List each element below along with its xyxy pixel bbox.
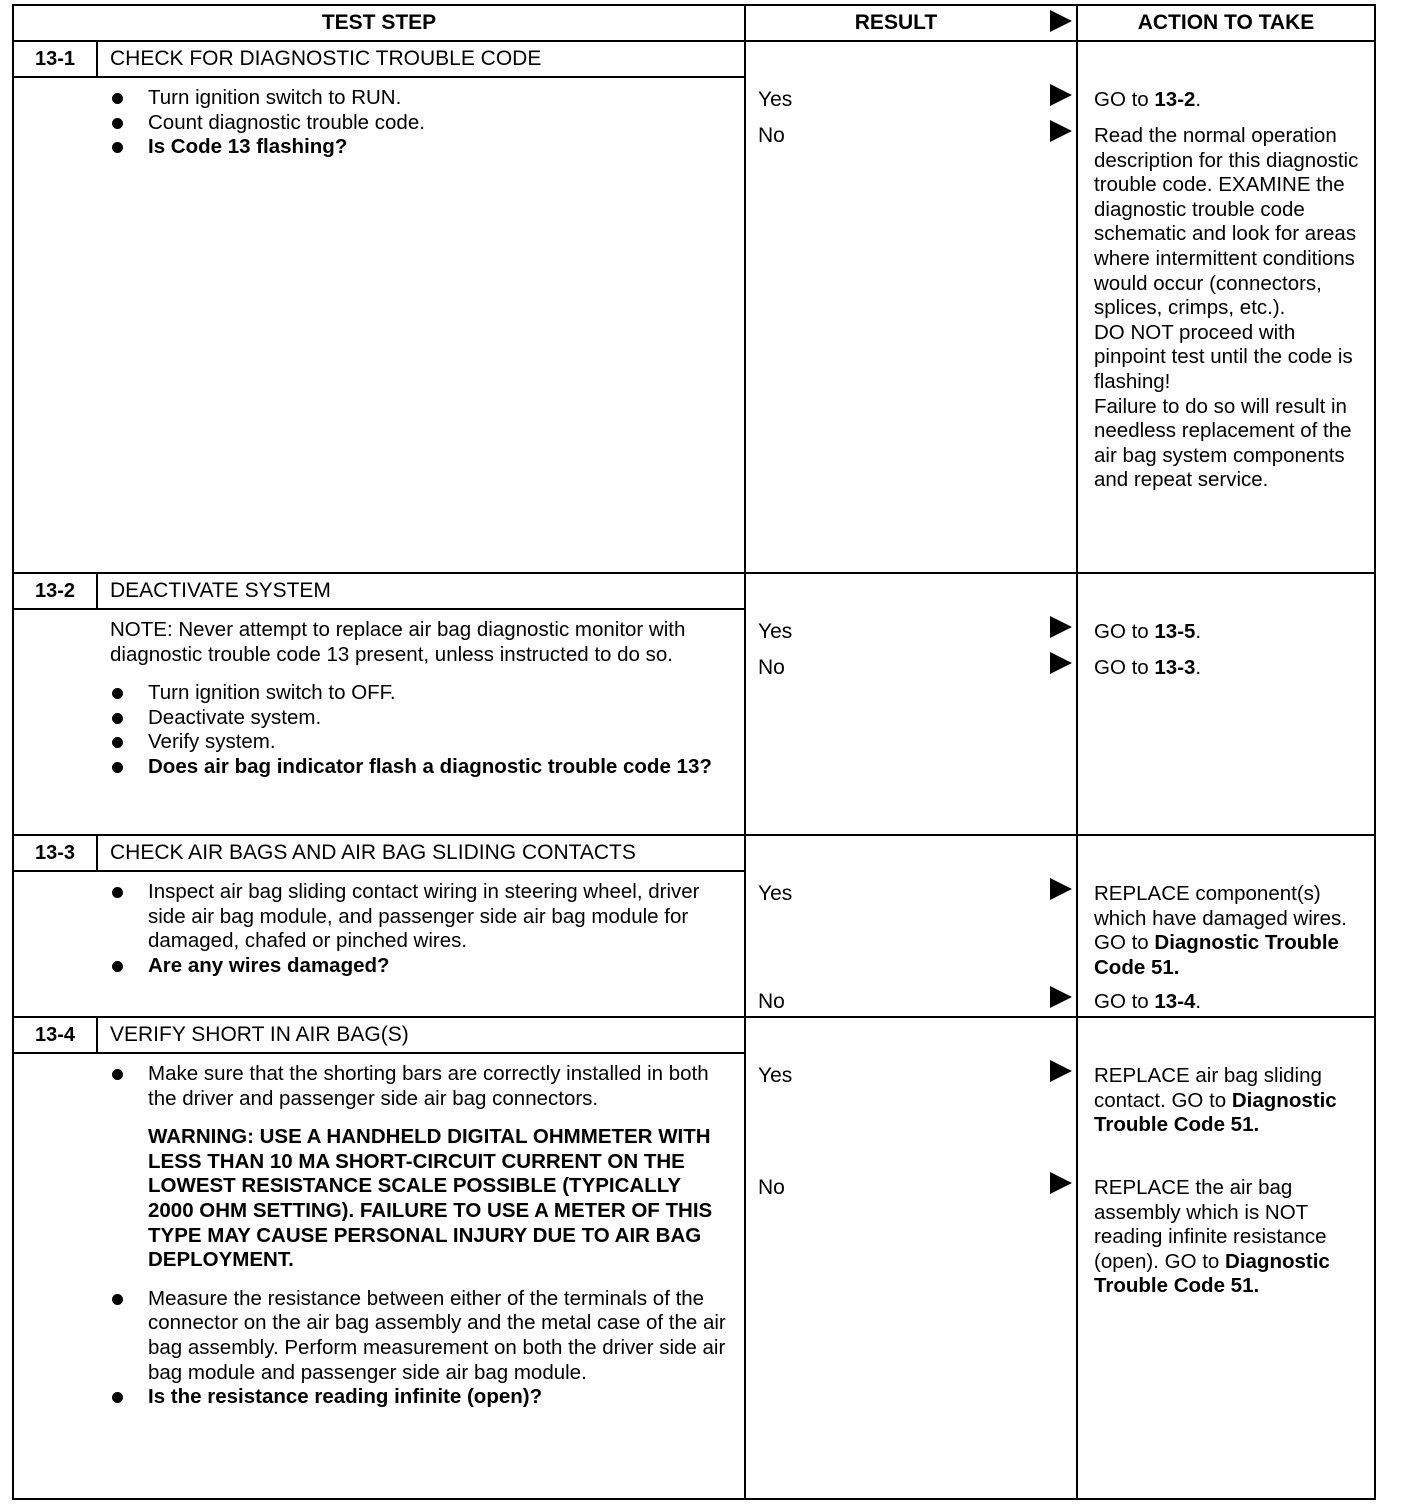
step-row-13-4 — [14, 1016, 1374, 1498]
action-text: Read the normal operation description for this diagnostic trouble code. EXAMINE the diagnostic trouble code schematic and look for areas where intermittent conditions would occur (connectors, splices, crimps, etc.). — [1094, 124, 1359, 320]
code-reference[interactable]: Diagnostic Trouble Code 51 — [1094, 1249, 1330, 1298]
step-reference[interactable]: 13-4 — [1154, 990, 1196, 1013]
arrow-icon — [1050, 120, 1072, 142]
arrow-icon — [1050, 652, 1072, 674]
result-yes: Yes — [758, 620, 793, 643]
action-text: DO NOT proceed with pinpoint test until the code is flashing! — [1094, 320, 1353, 393]
result-yes: Yes — [758, 1064, 793, 1087]
arrow-icon — [1050, 878, 1072, 900]
code-reference[interactable]: Diagnostic Trouble Code 51 — [1094, 931, 1339, 979]
step-reference[interactable]: 13-5 — [1154, 620, 1196, 643]
bullet-item: Make sure that the shorting bars are correctly installed in both the driver and passenger side air bag connectors. — [110, 1062, 730, 1111]
header-action: ACTION TO TAKE — [1137, 11, 1315, 34]
step-instructions — [110, 86, 730, 160]
bullet-item: Turn ignition switch to OFF. — [110, 681, 730, 706]
step-instructions — [110, 880, 730, 978]
arrow-icon — [1050, 616, 1072, 638]
header-arrow-icon — [1050, 10, 1072, 32]
step-title: DEACTIVATE SYSTEM — [110, 579, 331, 602]
bullet-question: Is Code 13 flashing? — [110, 135, 730, 160]
arrow-icon — [1050, 84, 1072, 106]
step-header — [14, 836, 746, 872]
bullet-item: Inspect air bag sliding contact wiring in steering wheel, driver side air bag module, and passenger side air bag module for damaged, chafed or pinched wires. — [110, 880, 730, 954]
diagnostic-test-table — [12, 4, 1376, 1500]
action-text: Failure to do so will result in needless replacement of the air bag system components and repeat service. — [1094, 394, 1352, 492]
result-no: No — [758, 124, 785, 147]
bullet-item: Deactivate system. — [110, 706, 730, 731]
step-reference[interactable]: 13-2 — [1154, 88, 1196, 111]
step-row-13-3 — [14, 834, 1374, 1016]
action-no — [1094, 124, 1370, 493]
bullet-question: Are any wires damaged? — [110, 954, 730, 979]
bullet-item: Verify system. — [110, 730, 730, 755]
step-instructions — [110, 1062, 730, 1410]
step-number: 13-4 — [14, 1018, 98, 1052]
result-yes: Yes — [758, 882, 793, 905]
bullet-question: Does air bag indicator flash a diagnostic trouble code 13? — [110, 755, 730, 780]
result-no: No — [758, 656, 785, 679]
step-title: CHECK AIR BAGS AND AIR BAG SLIDING CONTACTS — [110, 841, 636, 864]
step-row-13-2 — [14, 572, 1374, 834]
note-text: NOTE: Never attempt to replace air bag diagnostic monitor with diagnostic trouble code 13 present, unless instructed to do so. — [110, 618, 686, 666]
result-no: No — [758, 1176, 785, 1199]
action-yes: GO to 13-5. — [1094, 620, 1202, 643]
bullet-item: Measure the resistance between either of the terminals of the connector on the air bag assembly and the metal case of the air bag assembly. Perform measurement on both the driver side air bag module and passenger side air bag module. — [110, 1287, 730, 1385]
step-reference[interactable]: 13-3 — [1154, 656, 1196, 679]
header-result: RESULT — [854, 11, 938, 34]
arrow-icon — [1050, 1172, 1072, 1194]
step-instructions — [110, 618, 730, 780]
step-number: 13-3 — [14, 836, 98, 870]
bullet-question: Is the resistance reading infinite (open)? — [110, 1385, 730, 1410]
result-no: No — [758, 990, 785, 1013]
bullet-item: Count diagnostic trouble code. — [110, 111, 730, 136]
step-row-13-1 — [14, 42, 1374, 572]
action-no: GO to 13-4. — [1094, 990, 1202, 1013]
arrow-icon — [1050, 1060, 1072, 1082]
step-number: 13-1 — [14, 42, 98, 76]
step-number: 13-2 — [14, 574, 98, 608]
action-yes: REPLACE air bag sliding contact. GO to Diagnostic Trouble Code 51. — [1094, 1064, 1337, 1137]
warning-text: WARNING: USE A HANDHELD DIGITAL OHMMETER WITH LESS THAN 10 MA SHORT-CIRCUIT CURRENT ON THE LOWEST RESISTANCE SCALE POSSIBLE (TYPICALLY 2000 OHM SETTING). FAILURE TO USE A METER OF THIS TYPE MAY CAUSE PERSONAL INJURY DUE TO AIR BAG DEPLOYMENT. — [148, 1125, 713, 1272]
header-test-step: TEST STEP — [321, 11, 437, 34]
action-no: REPLACE the air bag assembly which is NOT reading infinite resistance (open). GO to Diagnostic Trouble Code 51. — [1094, 1176, 1330, 1298]
action-yes: REPLACE component(s) which have damaged wires. GO to Diagnostic Trouble Code 51. — [1094, 882, 1347, 979]
table-header — [14, 6, 1374, 42]
arrow-icon — [1050, 986, 1072, 1008]
step-header — [14, 1018, 746, 1054]
step-header — [14, 42, 746, 78]
action-yes: GO to 13-2. — [1094, 88, 1202, 111]
result-yes: Yes — [758, 88, 793, 111]
step-header — [14, 574, 746, 610]
bullet-item: Turn ignition switch to RUN. — [110, 86, 730, 111]
code-reference[interactable]: Diagnostic Trouble Code 51 — [1094, 1088, 1337, 1137]
action-no: GO to 13-3. — [1094, 656, 1202, 679]
step-title: CHECK FOR DIAGNOSTIC TROUBLE CODE — [110, 47, 542, 70]
step-title: VERIFY SHORT IN AIR BAG(S) — [110, 1023, 409, 1046]
